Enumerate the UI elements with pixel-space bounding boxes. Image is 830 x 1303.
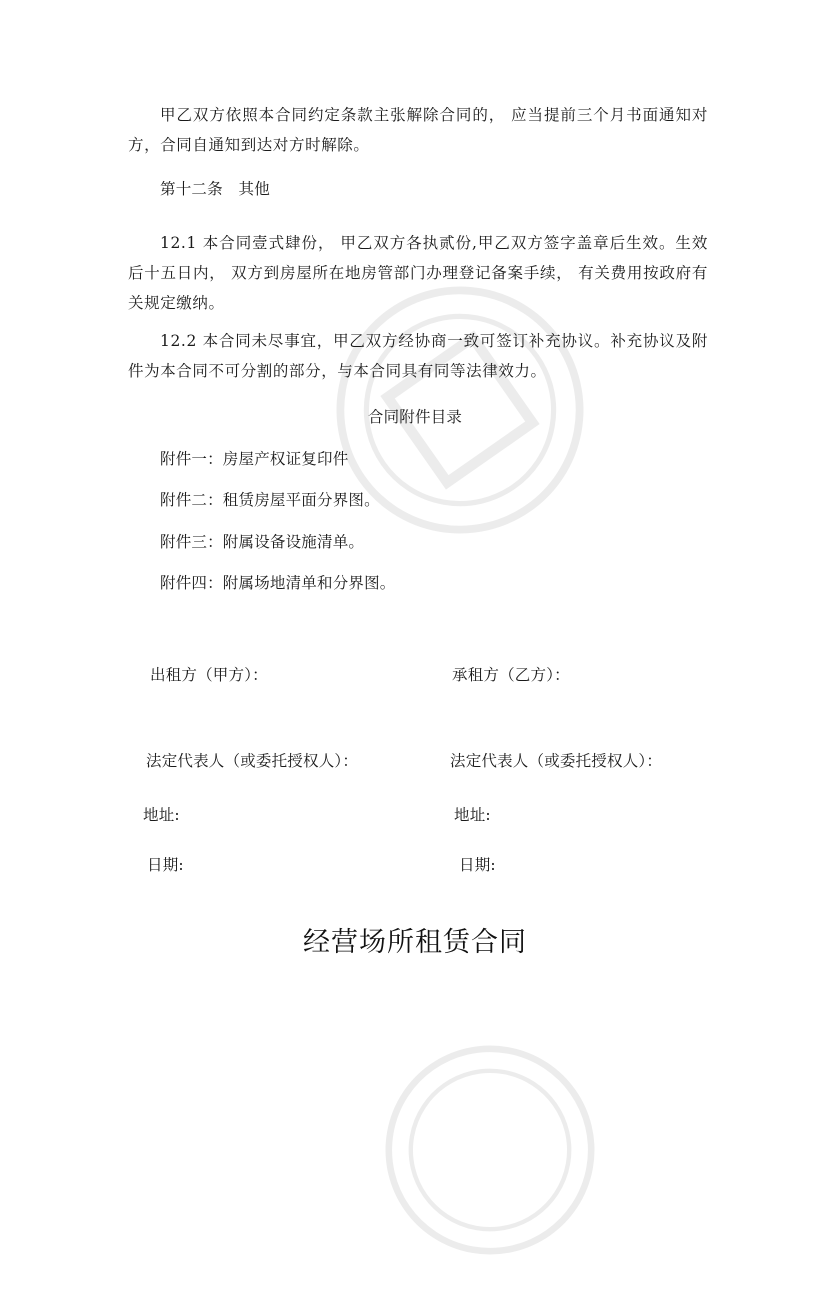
clause-12-2: 12.2 本合同未尽事宜，甲乙双方经协商一致可签订补充协议。补充协议及附件为本合同不可分割的部分，与本合同具有同等法律效力。 [128,332,708,380]
next-document-title: 经营场所租赁合同 [303,927,527,958]
termination-paragraph: 甲乙双方依照本合同约定条款主张解除合同的， 应当提前三个月书面通知对方，合同自通知到达对方时解除。 [128,106,708,154]
lessee-representative-label: 法定代表人（或委托授权人）： [450,752,663,770]
clause-12-1: 12.1 本合同壹式肆份， 甲乙双方各执贰份,甲乙双方签字盖章后生效。生效后十五日内， 双方到房屋所在地房管部门办理登记备案手续， 有关费用按政府有关规定缴纳。 [128,234,708,312]
appendix-item: 附件一：房屋产权证复印件 [160,450,349,468]
lessor-representative-label: 法定代表人（或委托授权人）： [146,752,359,770]
article-12-heading: 第十二条 其他 [160,180,270,198]
lessee-date-label: 日期: [459,856,496,874]
lessor-label: 出租方（甲方）： [150,666,268,684]
lessor-date-label: 日期: [147,856,184,874]
watermark-logo [337,997,643,1303]
appendix-title: 合同附件目录 [367,408,463,426]
appendix-item: 附件三：附属设备设施清单。 [160,533,365,551]
lessor-address-label: 地址: [143,806,180,824]
appendix-item: 附件四：附属场地清单和分界图。 [160,574,396,592]
appendix-item: 附件二：租赁房屋平面分界图。 [160,491,380,509]
lessee-label: 承租方（乙方）： [452,666,570,684]
lessee-address-label: 地址: [454,806,491,824]
